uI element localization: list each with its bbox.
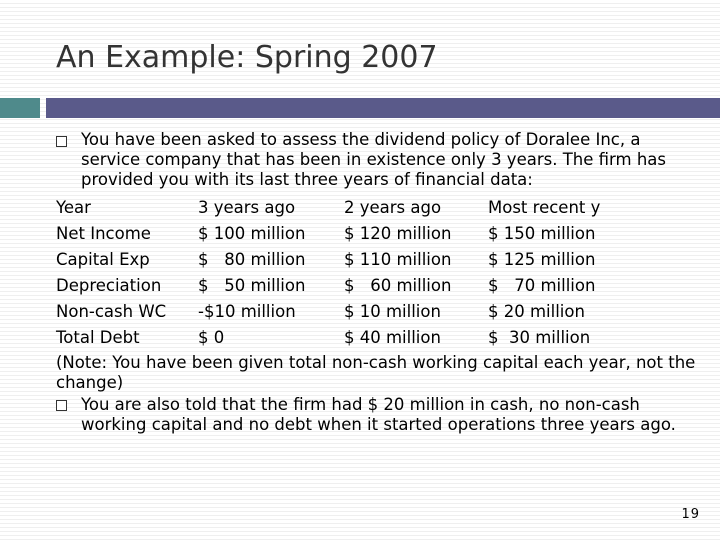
- table-cell: $ 125 million: [488, 250, 596, 269]
- bullet-item: [56, 128, 696, 190]
- table-cell: $ 20 million: [488, 302, 585, 321]
- table-note: (Note: You have been given total non-cash working capital each year, not the change): [56, 353, 696, 392]
- table-row: [56, 325, 688, 351]
- table-cell: Capital Exp: [56, 250, 150, 269]
- table-header-cell: Year: [56, 198, 91, 217]
- table-cell: $ 120 million: [344, 224, 452, 243]
- table-cell: $ 50 million: [198, 276, 306, 295]
- table-cell: Non-cash WC: [56, 302, 167, 321]
- slide-content: [56, 128, 696, 435]
- table-cell: Depreciation: [56, 276, 162, 295]
- table-cell: $ 0: [198, 328, 225, 347]
- table-cell: $ 30 million: [488, 328, 591, 347]
- table-cell: Net Income: [56, 224, 151, 243]
- table-cell: $ 150 million: [488, 224, 596, 243]
- table-cell: $ 60 million: [344, 276, 452, 295]
- financial-data-table: [56, 195, 688, 351]
- table-cell: $ 80 million: [198, 250, 306, 269]
- table-row: [56, 299, 688, 325]
- bullet-text: You are also told that the firm had $ 20 million in cash, no non-cash working capital and no debt when it started operations three years ago.: [81, 395, 676, 434]
- table-header-cell: Most recent y: [488, 198, 601, 217]
- square-bullet-icon: [56, 136, 67, 147]
- table-header-cell: 2 years ago: [344, 198, 442, 217]
- title-rule-accent: [0, 98, 40, 118]
- table-cell: $ 110 million: [344, 250, 452, 269]
- title-rule: [46, 98, 720, 118]
- table-cell: -$10 million: [198, 302, 296, 321]
- slide-title: An Example: Spring 2007: [56, 40, 438, 75]
- bullet-text: You have been asked to assess the dividend policy of Doralee Inc, a service company that has been in existence only 3 years. The firm has provided you with its last three years of financial data:: [81, 130, 667, 189]
- table-row: [56, 221, 688, 247]
- table-header-cell: 3 years ago: [198, 198, 296, 217]
- page-number: 19: [681, 507, 700, 522]
- table-cell: $ 10 million: [344, 302, 441, 321]
- table-row: [56, 273, 688, 299]
- table-header-row: [56, 195, 688, 221]
- table-cell: $ 40 million: [344, 328, 441, 347]
- table-cell: $ 100 million: [198, 224, 306, 243]
- table-row: [56, 247, 688, 273]
- table-cell: Total Debt: [56, 328, 140, 347]
- bullet-item: [56, 395, 696, 435]
- square-bullet-icon: [56, 400, 67, 411]
- table-cell: $ 70 million: [488, 276, 596, 295]
